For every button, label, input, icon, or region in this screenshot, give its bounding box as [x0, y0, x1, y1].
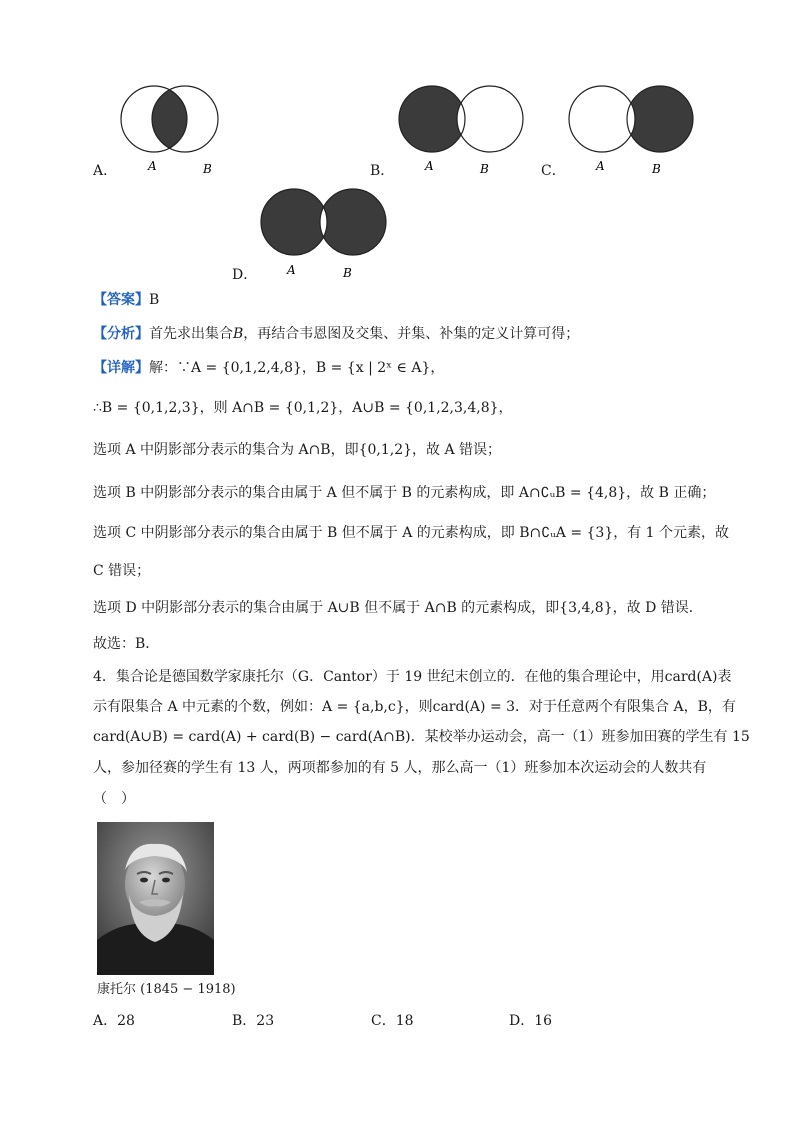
choice-d: D．16 — [509, 1013, 553, 1029]
answer-text: B — [149, 292, 160, 308]
analysis-pre: 首先求出集合 — [149, 326, 233, 342]
detail-line-4: 选项 B 中阴影部分表示的集合由属于 A 但不属于 B 的元素构成，即 A∩∁ᵤB = {4,8}，故 B 正确； — [93, 485, 716, 501]
label-b: B — [343, 266, 352, 280]
detail-line-3: 选项 A 中阴影部分表示的集合为 A∩B，即{0,1,2}，故 A 错误； — [93, 442, 502, 458]
analysis-post: ，再结合韦恩图及交集、并集、补集的定义计算可得； — [243, 326, 580, 342]
circle-b — [457, 86, 523, 152]
choice-a: A．28 — [93, 1013, 135, 1029]
answer-tag: 【答案】 — [93, 292, 149, 308]
detail-tag: 【详解】 — [93, 360, 149, 376]
detail-text-1: 解：∵A = {0,1,2,4,8}，B = {x | 2ˣ ∈ A}， — [149, 360, 445, 376]
option-a-letter: A． — [93, 163, 118, 179]
detail-line-1 — [93, 358, 444, 378]
analysis-var: B — [233, 326, 244, 342]
label-a: A — [148, 159, 157, 173]
option-c-letter: C． — [541, 163, 566, 179]
detail-line-6: C 错误； — [93, 563, 151, 579]
analysis-line — [93, 324, 579, 344]
venn-diagram-c — [566, 78, 701, 178]
detail-line-2: ∴B = {0,1,2,3}，则 A∩B = {0,1,2}，A∪B = {0,1,2,3,4,8}， — [93, 400, 513, 416]
analysis-tag: 【分析】 — [93, 326, 149, 342]
label-b: B — [652, 162, 661, 176]
cantor-portrait — [97, 822, 214, 975]
label-a: A — [425, 159, 434, 173]
question4-line-4: 人，参加径赛的学生有 13 人，两项都参加的有 5 人，那么高一（1）班参加本次运动会的人数共有 — [93, 760, 707, 776]
answer-line — [93, 290, 159, 310]
question4-line-5: （ ） — [93, 791, 135, 807]
choice-c: C．18 — [371, 1013, 414, 1029]
label-a: A — [596, 159, 605, 173]
option-d-letter: D． — [232, 267, 258, 283]
choice-b: B．23 — [232, 1013, 275, 1029]
portrait-caption: 康托尔 (1845 − 1918) — [97, 982, 236, 997]
venn-diagram-b — [396, 78, 531, 178]
detail-line-7: 选项 D 中阴影部分表示的集合由属于 A∪B 但不属于 A∩B 的元素构成，即{3,4,8}，故 D 错误． — [93, 600, 703, 616]
question4-line-1: 4．集合论是德国数学家康托尔（G．Cantor）于 19 世纪末创立的．在他的集合理论中，用card(A)表 — [93, 669, 732, 685]
detail-line-8: 故选：B． — [93, 636, 160, 652]
label-b: B — [203, 162, 212, 176]
detail-line-5: 选项 C 中阴影部分表示的集合由属于 B 但不属于 A 的元素构成，即 B∩∁ᵤA = {3}，有 1 个元素，故 — [93, 525, 730, 541]
venn-diagram-a — [92, 78, 262, 178]
venn-diagram-d — [258, 180, 393, 280]
question4-line-3: card(A∪B) = card(A) + card(B) − card(A∩B)．某校举办运动会，高一（1）班参加田赛的学生有 15 — [93, 729, 750, 745]
circle-a — [569, 86, 635, 152]
question4-line-2: 示有限集合 A 中元素的个数，例如：A = {a,b,c}，则card(A) = 3．对于任意两个有限集合 A，B，有 — [93, 699, 736, 715]
label-b: B — [480, 162, 489, 176]
label-a: A — [287, 263, 296, 277]
option-b-letter: B． — [370, 163, 395, 179]
